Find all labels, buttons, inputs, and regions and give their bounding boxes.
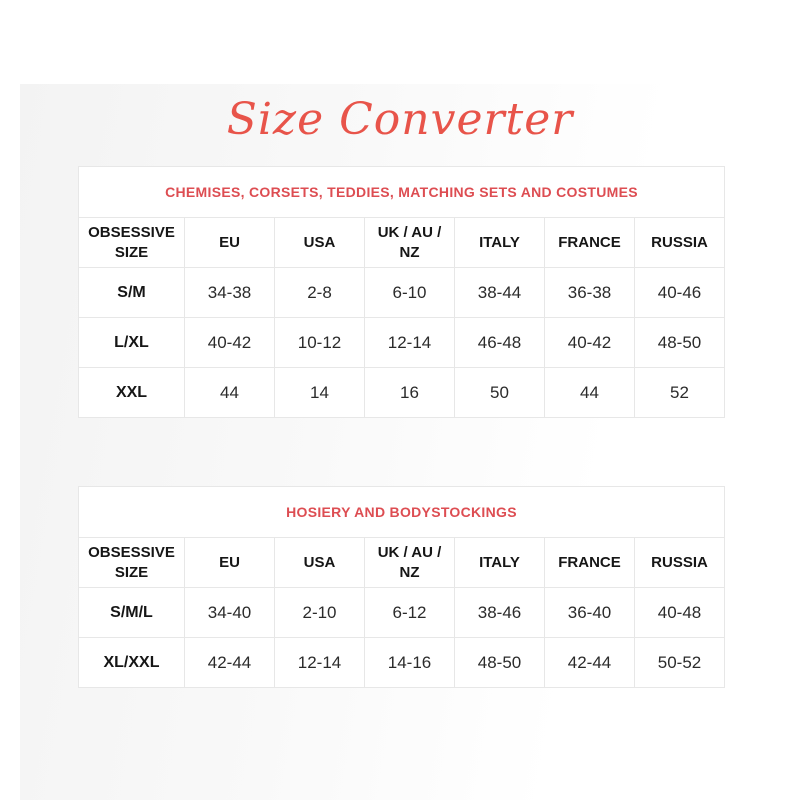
table-row	[79, 638, 725, 688]
table-caption-row	[79, 167, 725, 218]
size-value: 40-48	[635, 588, 725, 638]
table-caption: HOSIERY AND BODYSTOCKINGS	[79, 487, 725, 538]
size-value: 50	[455, 368, 545, 418]
size-table-chemises	[78, 166, 725, 418]
column-header-obsessive-size: OBSESSIVE SIZE	[79, 218, 185, 268]
size-value: 48-50	[635, 318, 725, 368]
column-header-russia: RUSSIA	[635, 218, 725, 268]
size-value: 34-40	[185, 588, 275, 638]
size-value: 42-44	[545, 638, 635, 688]
table-row	[79, 368, 725, 418]
size-value: 48-50	[455, 638, 545, 688]
table-row	[79, 318, 725, 368]
size-value: 38-44	[455, 268, 545, 318]
size-value: 2-8	[275, 268, 365, 318]
column-header-france: FRANCE	[545, 218, 635, 268]
table-header-row	[79, 218, 725, 268]
size-label: L/XL	[79, 318, 185, 368]
size-value: 34-38	[185, 268, 275, 318]
size-value: 40-46	[635, 268, 725, 318]
size-label: XXL	[79, 368, 185, 418]
table-caption-row	[79, 487, 725, 538]
column-header-obsessive-size: OBSESSIVE SIZE	[79, 538, 185, 588]
size-value: 52	[635, 368, 725, 418]
size-value: 50-52	[635, 638, 725, 688]
table-row	[79, 588, 725, 638]
size-value: 40-42	[545, 318, 635, 368]
size-value: 2-10	[275, 588, 365, 638]
column-header-usa: USA	[275, 538, 365, 588]
size-value: 6-12	[365, 588, 455, 638]
size-value: 12-14	[275, 638, 365, 688]
page-title: Size Converter	[226, 94, 574, 145]
column-header-italy: ITALY	[455, 538, 545, 588]
size-value: 46-48	[455, 318, 545, 368]
size-label: S/M/L	[79, 588, 185, 638]
table-caption: CHEMISES, CORSETS, TEDDIES, MATCHING SETS AND COSTUMES	[79, 167, 725, 218]
size-value: 36-38	[545, 268, 635, 318]
size-value: 6-10	[365, 268, 455, 318]
size-table-hosiery	[78, 486, 725, 688]
table-header-row	[79, 538, 725, 588]
size-value: 44	[545, 368, 635, 418]
size-value: 12-14	[365, 318, 455, 368]
size-value: 40-42	[185, 318, 275, 368]
size-value: 36-40	[545, 588, 635, 638]
size-value: 44	[185, 368, 275, 418]
size-label: S/M	[79, 268, 185, 318]
column-header-uk-au-nz: UK / AU / NZ	[365, 538, 455, 588]
column-header-russia: RUSSIA	[635, 538, 725, 588]
size-value: 10-12	[275, 318, 365, 368]
size-value: 42-44	[185, 638, 275, 688]
size-label: XL/XXL	[79, 638, 185, 688]
column-header-eu: EU	[185, 218, 275, 268]
table-row	[79, 268, 725, 318]
size-value: 16	[365, 368, 455, 418]
column-header-uk-au-nz: UK / AU / NZ	[365, 218, 455, 268]
size-value: 14-16	[365, 638, 455, 688]
size-value: 14	[275, 368, 365, 418]
column-header-usa: USA	[275, 218, 365, 268]
column-header-eu: EU	[185, 538, 275, 588]
size-value: 38-46	[455, 588, 545, 638]
column-header-france: FRANCE	[545, 538, 635, 588]
column-header-italy: ITALY	[455, 218, 545, 268]
